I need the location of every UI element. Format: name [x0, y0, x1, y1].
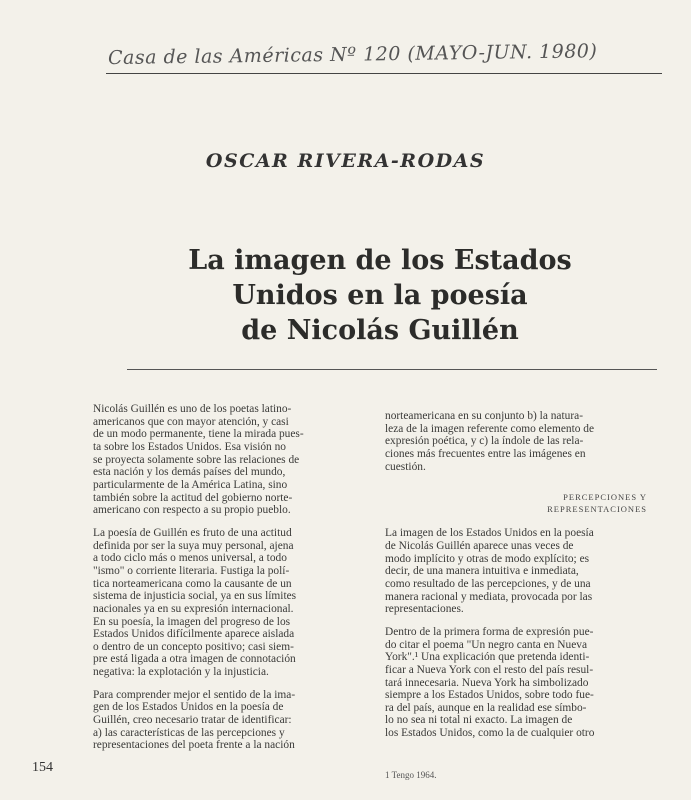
section-heading	[385, 491, 647, 515]
text-line: La poesía de Guillén es fruto de una actitud	[93, 526, 292, 539]
text-line: nacionales ya en su expresión internacional.	[93, 602, 294, 615]
text-line: los Estados Unidos, como la de cualquier otro	[385, 727, 595, 740]
text-line: representaciones del poeta frente a la nación	[93, 739, 295, 752]
text-line: leza de la imagen referente como elemento de	[385, 422, 595, 435]
text-line: manera racional y mediata, provocada por las	[385, 590, 593, 603]
author-name: OSCAR RIVERA-RODAS	[205, 150, 486, 172]
body-paragraph	[385, 527, 647, 616]
page-number: 154	[32, 760, 53, 775]
title-line: La imagen de los Estados	[188, 245, 572, 276]
text-line: a) las características de las percepciones y	[93, 726, 285, 739]
text-line: modo implícito y otras de modo explícito; es	[385, 552, 590, 565]
title-line: de Nicolás Guillén	[241, 315, 519, 346]
text-line: americano con respecto a su propio pueblo.	[93, 504, 291, 517]
text-line: ficar a Nueva York con el resto del país resul-	[385, 663, 594, 676]
right-column	[385, 410, 647, 750]
text-line: representaciones.	[385, 603, 464, 616]
text-line: también sobre la actitud del gobierno norte-	[93, 491, 293, 504]
text-line: York".¹ Una explicación que pretenda identi-	[385, 651, 590, 664]
body-paragraph	[385, 410, 647, 473]
text-line: o dentro de un concepto positivo; casi siem-	[93, 640, 294, 653]
text-line: expresión poética, y c) la índole de las rela-	[385, 435, 584, 448]
text-line: de un modo permanente, tiene la mirada pues-	[93, 428, 304, 441]
top-rule	[106, 73, 662, 74]
text-line: de Nicolás Guillén aparece unas veces de	[385, 539, 574, 552]
text-line: tica norteamericana como la causante de un	[93, 577, 292, 590]
body-paragraph	[385, 626, 647, 740]
text-line: ciones más frecuentes entre las imágenes en	[385, 447, 586, 460]
text-line: Nicolás Guillén es uno de los poetas latino-	[93, 403, 292, 415]
section-heading-line: PERCEPCIONES Y	[563, 492, 647, 503]
text-line: negativa: la explotación y la injusticia.	[93, 666, 269, 679]
text-line: "ismo" o corriente literaria. Fustiga la polí-	[93, 564, 290, 577]
text-line: ta sobre los Estados Unidos. Esa visión no	[93, 440, 286, 453]
article-title	[140, 243, 620, 348]
text-line: definida por ser la suya muy personal, ajena	[93, 539, 294, 552]
text-line: Para comprender mejor el sentido de la ima-	[93, 688, 296, 701]
body-paragraph	[93, 527, 355, 679]
text-line: Estados Unidos difícilmente aparece aislada	[93, 628, 295, 641]
text-line: lo no sea ni total ni exacto. La imagen de	[385, 714, 573, 727]
text-line: decir, de una manera intuitiva e inmediata,	[385, 565, 579, 578]
title-line: Unidos en la poesía	[232, 280, 528, 311]
footnote: 1 Tengo 1964.	[385, 770, 437, 780]
text-line: gen de los Estados Unidos en la poesía de	[93, 701, 284, 714]
text-line: Dentro de la primera forma de expresión pue-	[385, 625, 594, 638]
text-line: pre está ligada a otra imagen de connotación	[93, 653, 296, 666]
text-line: Guillén, creo necesario tratar de identificar:	[93, 714, 292, 727]
text-line: particularmente de la América Latina, sino	[93, 478, 288, 491]
text-line: se proyecta solamente sobre las relaciones de	[93, 453, 300, 466]
text-line: cuestión.	[385, 460, 426, 473]
text-line: En su poesía, la imagen del progreso de los	[93, 615, 291, 628]
text-line: siempre a los Estados Unidos, sobre todo fue-	[385, 689, 594, 702]
text-line: esta nación y los demás países del mundo,	[93, 466, 286, 479]
handwritten-source-note: Casa de las Américas Nº 120 (MAYO-JUN. 1980)	[107, 40, 598, 70]
text-line: La imagen de los Estados Unidos en la poesía	[385, 527, 594, 540]
text-line: do citar el poema "Un negro canta en Nueva	[385, 638, 588, 651]
text-line: sistema de injusticia social, ya en sus límites	[93, 590, 297, 603]
section-heading-line: REPRESENTACIONES	[547, 504, 647, 515]
left-column	[93, 403, 355, 762]
text-line: a todo ciclo más o menos universal, a todo	[93, 552, 287, 565]
body-paragraph	[93, 403, 355, 517]
title-rule	[127, 369, 657, 370]
text-line: norteamericana en su conjunto b) la natura-	[385, 410, 583, 422]
body-paragraph	[93, 689, 355, 752]
text-line: americanos que con mayor atención, y casi	[93, 415, 289, 428]
text-line: como resultado de las percepciones, y de una	[385, 577, 591, 590]
text-line: ra del país, aunque en la realidad ese símbo-	[385, 701, 587, 714]
text-line: tará innecesaria. Nueva York ha simbolizado	[385, 676, 589, 689]
